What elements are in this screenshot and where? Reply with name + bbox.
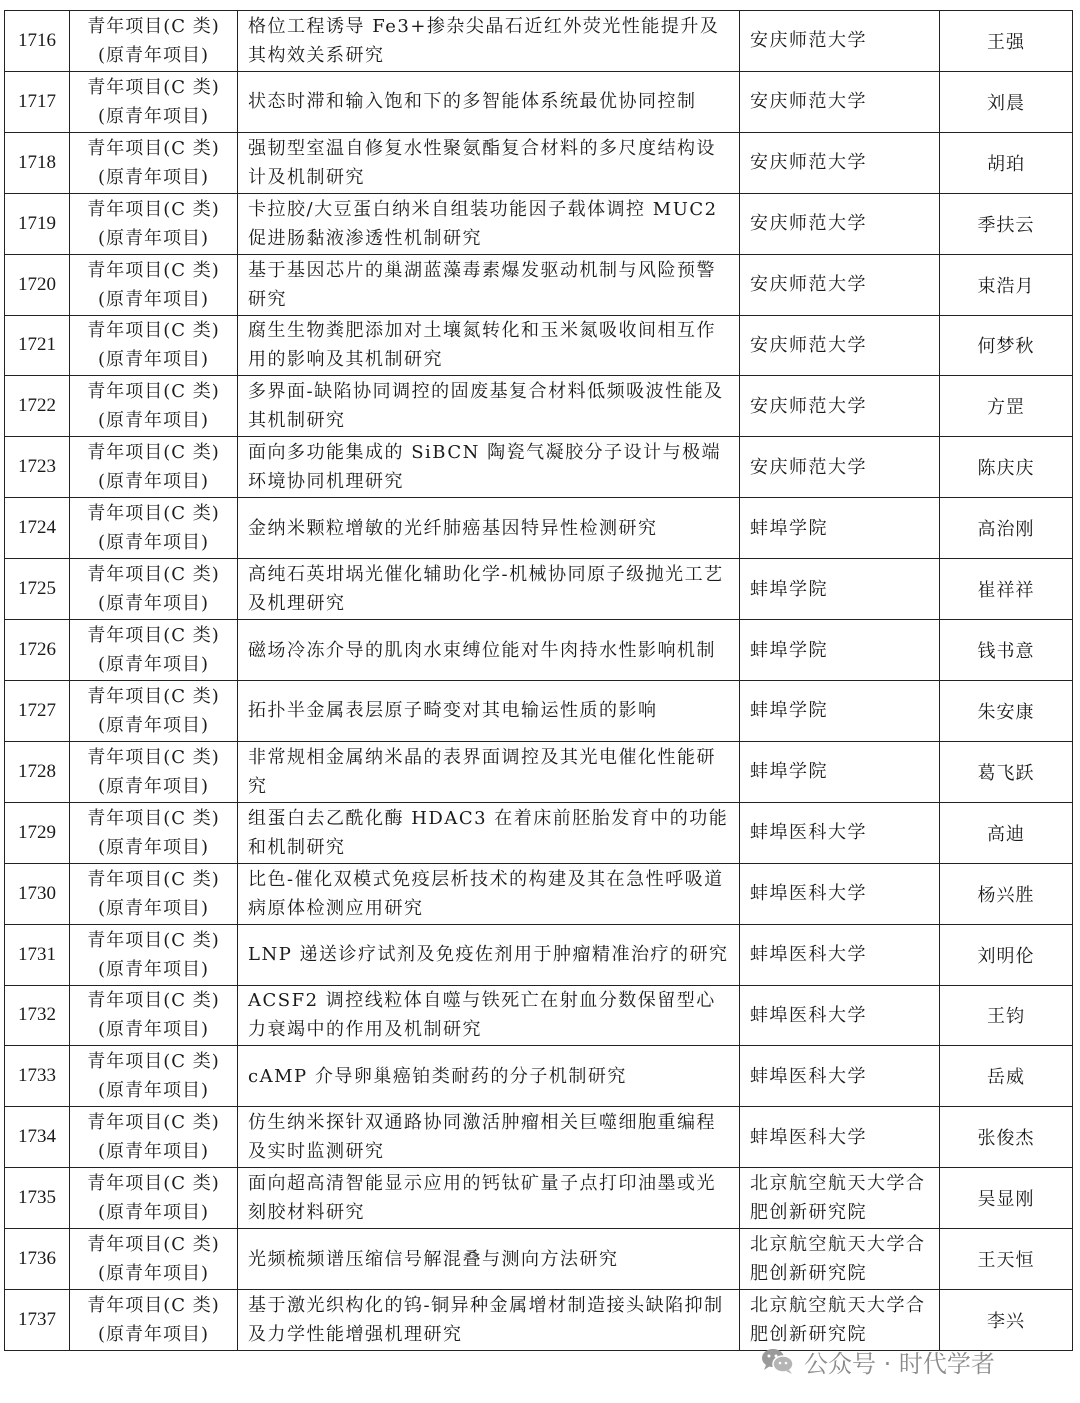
category-line-1: 青年项目(C 类) xyxy=(87,625,220,647)
project-title: 卡拉胶/大豆蛋白纳米自组装功能因子载体调控 MUC2 促进肠黏液渗透性机制研究 xyxy=(238,193,740,254)
watermark xyxy=(760,1344,995,1378)
row-number: 1724 xyxy=(5,498,70,559)
row-number: 1735 xyxy=(5,1168,70,1229)
applicant-name: 朱安康 xyxy=(940,680,1073,741)
project-category xyxy=(70,559,238,620)
watermark-text: 公众号 · 时代学者 xyxy=(804,1349,995,1378)
project-title: ACSF2 调控线粒体自噬与铁死亡在射血分数保留型心力衰竭中的作用及机制研究 xyxy=(238,985,740,1046)
project-title: cAMP 介导卵巢癌铂类耐药的分子机制研究 xyxy=(238,1046,740,1107)
project-title: 格位工程诱导 Fe3+掺杂尖晶石近红外荧光性能提升及其构效关系研究 xyxy=(238,11,740,72)
row-number: 1720 xyxy=(5,254,70,315)
table-row xyxy=(5,132,1073,193)
row-number: 1734 xyxy=(5,1107,70,1168)
project-category xyxy=(70,1107,238,1168)
row-number: 1728 xyxy=(5,741,70,802)
table-row xyxy=(5,1290,1073,1351)
table-row xyxy=(5,11,1073,72)
row-number: 1723 xyxy=(5,437,70,498)
institution: 蚌埠医科大学 xyxy=(740,1046,940,1107)
project-category xyxy=(70,924,238,985)
project-category xyxy=(70,680,238,741)
project-category xyxy=(70,1229,238,1290)
applicant-name: 吴显刚 xyxy=(940,1168,1073,1229)
institution: 蚌埠医科大学 xyxy=(740,924,940,985)
project-title: 比色-催化双模式免疫层析技术的构建及其在急性呼吸道病原体检测应用研究 xyxy=(238,863,740,924)
category-line-1: 青年项目(C 类) xyxy=(87,137,220,159)
project-title: 基于基因芯片的巢湖蓝藻毒素爆发驱动机制与风险预警研究 xyxy=(238,254,740,315)
category-line-2: (原青年项目) xyxy=(97,1141,210,1163)
category-line-2: (原青年项目) xyxy=(97,836,210,858)
applicant-name: 刘明伦 xyxy=(940,924,1073,985)
project-title: LNP 递送诊疗试剂及免疫佐剂用于肿瘤精准治疗的研究 xyxy=(238,924,740,985)
table-row xyxy=(5,1046,1073,1107)
project-category xyxy=(70,11,238,72)
category-line-2: (原青年项目) xyxy=(97,714,210,736)
row-number: 1726 xyxy=(5,620,70,681)
category-line-1: 青年项目(C 类) xyxy=(87,259,220,281)
category-line-1: 青年项目(C 类) xyxy=(87,746,220,768)
applicant-name: 刘晨 xyxy=(940,71,1073,132)
project-title: 拓扑半金属表层原子畸变对其电输运性质的影响 xyxy=(238,680,740,741)
category-line-1: 青年项目(C 类) xyxy=(87,807,220,829)
category-line-1: 青年项目(C 类) xyxy=(87,929,220,951)
category-line-1: 青年项目(C 类) xyxy=(87,990,220,1012)
wechat-icon xyxy=(760,1347,796,1375)
row-number: 1737 xyxy=(5,1290,70,1351)
category-line-1: 青年项目(C 类) xyxy=(87,1173,220,1195)
table-row xyxy=(5,254,1073,315)
table-row xyxy=(5,802,1073,863)
row-number: 1732 xyxy=(5,985,70,1046)
project-title: 面向多功能集成的 SiBCN 陶瓷气凝胶分子设计与极端环境协同机理研究 xyxy=(238,437,740,498)
category-line-1: 青年项目(C 类) xyxy=(87,564,220,586)
institution: 蚌埠学院 xyxy=(740,680,940,741)
row-number: 1719 xyxy=(5,193,70,254)
category-line-2: (原青年项目) xyxy=(97,349,210,371)
institution: 安庆师范大学 xyxy=(740,193,940,254)
category-line-2: (原青年项目) xyxy=(97,166,210,188)
row-number: 1729 xyxy=(5,802,70,863)
institution: 安庆师范大学 xyxy=(740,254,940,315)
category-line-1: 青年项目(C 类) xyxy=(87,320,220,342)
institution: 蚌埠医科大学 xyxy=(740,802,940,863)
category-line-1: 青年项目(C 类) xyxy=(87,442,220,464)
applicant-name: 方罡 xyxy=(940,376,1073,437)
project-category xyxy=(70,498,238,559)
row-number: 1722 xyxy=(5,376,70,437)
category-line-2: (原青年项目) xyxy=(97,897,210,919)
category-line-2: (原青年项目) xyxy=(97,410,210,432)
row-number: 1717 xyxy=(5,71,70,132)
institution: 蚌埠医科大学 xyxy=(740,985,940,1046)
table-row xyxy=(5,1107,1073,1168)
category-line-2: (原青年项目) xyxy=(97,1263,210,1285)
category-line-2: (原青年项目) xyxy=(97,532,210,554)
category-line-2: (原青年项目) xyxy=(97,654,210,676)
institution: 蚌埠学院 xyxy=(740,559,940,620)
table-row xyxy=(5,315,1073,376)
row-number: 1736 xyxy=(5,1229,70,1290)
project-title: 光频梳频谱压缩信号解混叠与测向方法研究 xyxy=(238,1229,740,1290)
project-category xyxy=(70,254,238,315)
project-category xyxy=(70,1290,238,1351)
project-title: 基于激光织构化的钨-铜异种金属增材制造接头缺陷抑制及力学性能增强机理研究 xyxy=(238,1290,740,1351)
row-number: 1718 xyxy=(5,132,70,193)
project-category xyxy=(70,1046,238,1107)
table-row xyxy=(5,741,1073,802)
row-number: 1731 xyxy=(5,924,70,985)
institution: 蚌埠医科大学 xyxy=(740,863,940,924)
applicant-name: 王强 xyxy=(940,11,1073,72)
project-category xyxy=(70,985,238,1046)
institution: 安庆师范大学 xyxy=(740,11,940,72)
table-row xyxy=(5,71,1073,132)
project-category xyxy=(70,802,238,863)
institution: 北京航空航天大学合肥创新研究院 xyxy=(740,1229,940,1290)
project-category xyxy=(70,1168,238,1229)
project-category xyxy=(70,132,238,193)
applicant-name: 季扶云 xyxy=(940,193,1073,254)
project-category xyxy=(70,620,238,681)
category-line-2: (原青年项目) xyxy=(97,593,210,615)
institution: 北京航空航天大学合肥创新研究院 xyxy=(740,1290,940,1351)
table-row xyxy=(5,863,1073,924)
project-title: 组蛋白去乙酰化酶 HDAC3 在着床前胚胎发育中的功能和机制研究 xyxy=(238,802,740,863)
table-row xyxy=(5,376,1073,437)
institution: 蚌埠学院 xyxy=(740,498,940,559)
applicant-name: 何梦秋 xyxy=(940,315,1073,376)
institution: 蚌埠学院 xyxy=(740,741,940,802)
category-line-2: (原青年项目) xyxy=(97,958,210,980)
table-row xyxy=(5,193,1073,254)
applicant-name: 束浩月 xyxy=(940,254,1073,315)
category-line-2: (原青年项目) xyxy=(97,1202,210,1224)
category-line-1: 青年项目(C 类) xyxy=(87,868,220,890)
table-row xyxy=(5,985,1073,1046)
table-row xyxy=(5,680,1073,741)
project-title: 面向超高清智能显示应用的钙钛矿量子点打印油墨或光刻胶材料研究 xyxy=(238,1168,740,1229)
row-number: 1727 xyxy=(5,680,70,741)
project-title: 高纯石英坩埚光催化辅助化学-机械协同原子级抛光工艺及机理研究 xyxy=(238,559,740,620)
applicant-name: 岳威 xyxy=(940,1046,1073,1107)
institution: 安庆师范大学 xyxy=(740,132,940,193)
category-line-1: 青年项目(C 类) xyxy=(87,15,220,37)
project-title: 金纳米颗粒增敏的光纤肺癌基因特异性检测研究 xyxy=(238,498,740,559)
category-line-1: 青年项目(C 类) xyxy=(87,198,220,220)
category-line-1: 青年项目(C 类) xyxy=(87,503,220,525)
category-line-1: 青年项目(C 类) xyxy=(87,685,220,707)
applicant-name: 陈庆庆 xyxy=(940,437,1073,498)
project-category xyxy=(70,193,238,254)
category-line-1: 青年项目(C 类) xyxy=(87,1234,220,1256)
table-row xyxy=(5,924,1073,985)
category-line-1: 青年项目(C 类) xyxy=(87,1112,220,1134)
project-title: 强韧型室温自修复水性聚氨酯复合材料的多尺度结构设计及机制研究 xyxy=(238,132,740,193)
project-title: 多界面-缺陷协同调控的固废基复合材料低频吸波性能及其机制研究 xyxy=(238,376,740,437)
category-line-1: 青年项目(C 类) xyxy=(87,76,220,98)
project-title: 非常规相金属纳米晶的表界面调控及其光电催化性能研究 xyxy=(238,741,740,802)
applicant-name: 钱书意 xyxy=(940,620,1073,681)
institution: 安庆师范大学 xyxy=(740,376,940,437)
institution: 蚌埠医科大学 xyxy=(740,1107,940,1168)
project-category xyxy=(70,315,238,376)
project-table xyxy=(4,10,1073,1351)
institution: 安庆师范大学 xyxy=(740,315,940,376)
row-number: 1730 xyxy=(5,863,70,924)
applicant-name: 李兴 xyxy=(940,1290,1073,1351)
project-category xyxy=(70,437,238,498)
applicant-name: 高治刚 xyxy=(940,498,1073,559)
project-title: 仿生纳米探针双通路协同激活肿瘤相关巨噬细胞重编程及实时监测研究 xyxy=(238,1107,740,1168)
applicant-name: 胡珀 xyxy=(940,132,1073,193)
table-row xyxy=(5,1229,1073,1290)
category-line-2: (原青年项目) xyxy=(97,105,210,127)
category-line-1: 青年项目(C 类) xyxy=(87,381,220,403)
row-number: 1733 xyxy=(5,1046,70,1107)
project-title: 腐生生物粪肥添加对土壤氮转化和玉米氮吸收间相互作用的影响及其机制研究 xyxy=(238,315,740,376)
category-line-1: 青年项目(C 类) xyxy=(87,1051,220,1073)
institution: 蚌埠学院 xyxy=(740,620,940,681)
table-row xyxy=(5,498,1073,559)
category-line-2: (原青年项目) xyxy=(97,227,210,249)
row-number: 1721 xyxy=(5,315,70,376)
category-line-2: (原青年项目) xyxy=(97,288,210,310)
applicant-name: 葛飞跃 xyxy=(940,741,1073,802)
table-row xyxy=(5,1168,1073,1229)
applicant-name: 崔祥祥 xyxy=(940,559,1073,620)
category-line-2: (原青年项目) xyxy=(97,1019,210,1041)
table-row xyxy=(5,437,1073,498)
row-number: 1725 xyxy=(5,559,70,620)
institution: 安庆师范大学 xyxy=(740,437,940,498)
applicant-name: 张俊杰 xyxy=(940,1107,1073,1168)
table-row xyxy=(5,620,1073,681)
project-title: 状态时滞和输入饱和下的多智能体系统最优协同控制 xyxy=(238,71,740,132)
project-category xyxy=(70,376,238,437)
category-line-2: (原青年项目) xyxy=(97,1324,210,1346)
applicant-name: 王钧 xyxy=(940,985,1073,1046)
category-line-2: (原青年项目) xyxy=(97,471,210,493)
applicant-name: 王天恒 xyxy=(940,1229,1073,1290)
project-title: 磁场冷冻介导的肌肉水束缚位能对牛肉持水性影响机制 xyxy=(238,620,740,681)
table-row xyxy=(5,559,1073,620)
project-category xyxy=(70,71,238,132)
category-line-2: (原青年项目) xyxy=(97,44,210,66)
project-category xyxy=(70,741,238,802)
institution: 北京航空航天大学合肥创新研究院 xyxy=(740,1168,940,1229)
category-line-2: (原青年项目) xyxy=(97,1080,210,1102)
row-number: 1716 xyxy=(5,11,70,72)
category-line-1: 青年项目(C 类) xyxy=(87,1295,220,1317)
institution: 安庆师范大学 xyxy=(740,71,940,132)
category-line-2: (原青年项目) xyxy=(97,775,210,797)
applicant-name: 高迪 xyxy=(940,802,1073,863)
project-category xyxy=(70,863,238,924)
applicant-name: 杨兴胜 xyxy=(940,863,1073,924)
